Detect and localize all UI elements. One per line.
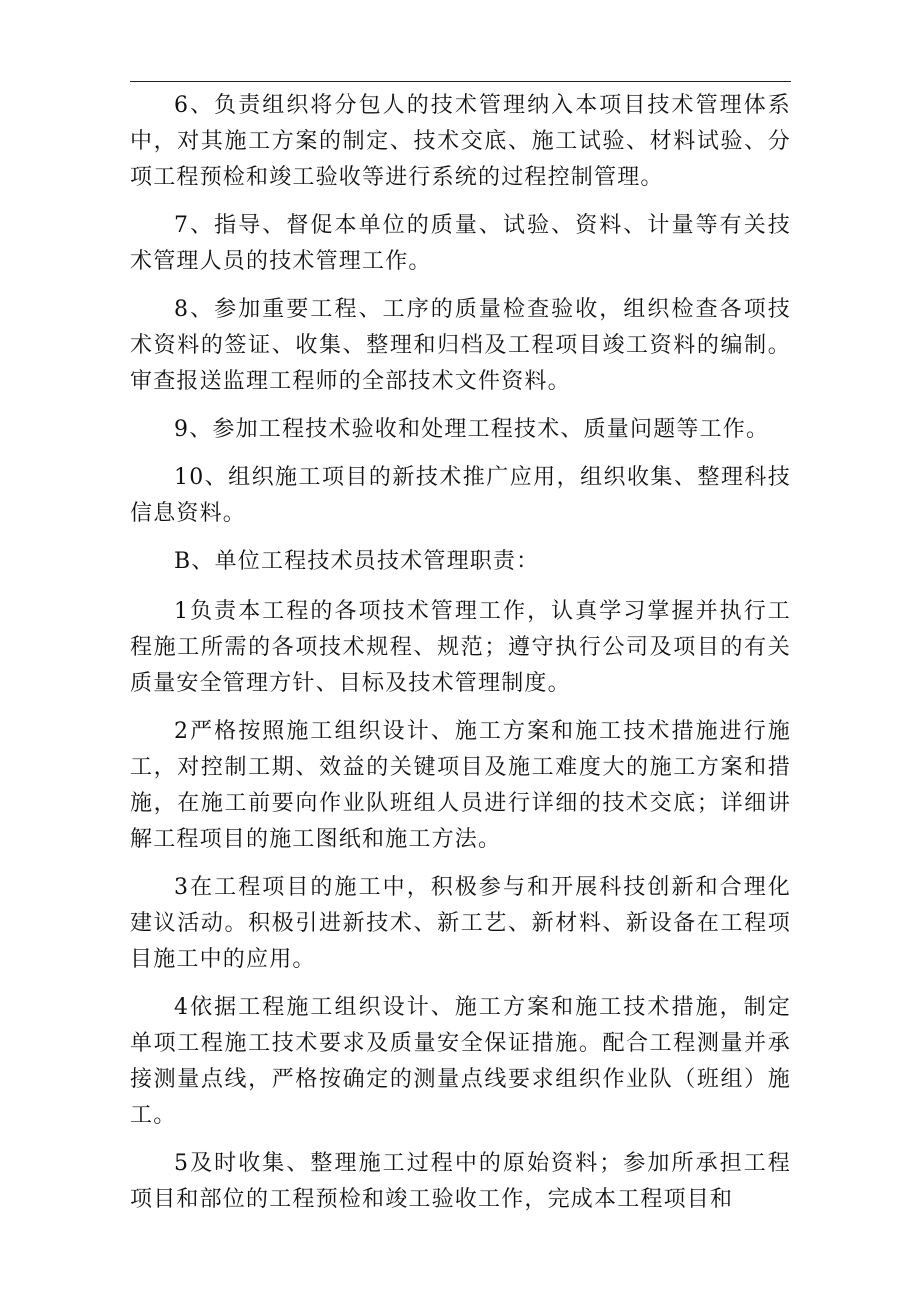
header-divider (130, 81, 791, 82)
paragraph-8: 8、参加重要工程、工序的质量检查验收，组织检查各项技术资料的签证、收集、整理和归档及工程项目竣工资料的编制。审查报送监理工程师的全部技术文件资料。 (130, 297, 791, 394)
paragraph-b4: 4依据工程施工组织设计、施工方案和施工技术措施，制定单项工程施工技术要求及质量安全保证措施。配合工程测量并承接测量点线，严格按确定的测量点线要求组织作业队（班组）施工。 (130, 995, 791, 1128)
document-body (130, 88, 791, 1230)
paragraph-10: 10、组织施工项目的新技术推广应用，组织收集、整理科技信息资料。 (130, 465, 791, 526)
section-heading-b: B、单位工程技术员技术管理职责： (174, 549, 540, 574)
paragraph-b3: 3在工程项目的施工中，积极参与和开展科技创新和合理化建议活动。积极引进新技术、新工艺、新材料、新设备在工程项目施工中的应用。 (130, 875, 791, 972)
paragraph-6: 6、负责组织将分包人的技术管理纳入本项目技术管理体系中，对其施工方案的制定、技术交底、施工试验、材料试验、分项工程预检和竣工验收等进行系统的过程控制管理。 (130, 93, 791, 190)
paragraph-7: 7、指导、督促本单位的质量、试验、资料、计量等有关技术管理人员的技术管理工作。 (130, 213, 791, 274)
paragraph-b2: 2严格按照施工组织设计、施工方案和施工技术措施进行施工，对控制工期、效益的关键项目及施工难度大的施工方案和措施，在施工前要向作业队班组人员进行详细的技术交底；详细讲解工程项目的施工图纸和施工方法。 (130, 719, 791, 852)
paragraph-b1: 1负责本工程的各项技术管理工作，认真学习掌握并执行工程施工所需的各项技术规程、规范；遵守执行公司及项目的有关质量安全管理方针、目标及技术管理制度。 (130, 599, 791, 696)
paragraph-b5: 5及时收集、整理施工过程中的原始资料；参加所承担工程项目和部位的工程预检和竣工验收工作，完成本工程项目和 (130, 1151, 791, 1212)
paragraph-9: 9、参加工程技术验收和处理工程技术、质量问题等工作。 (174, 417, 770, 442)
